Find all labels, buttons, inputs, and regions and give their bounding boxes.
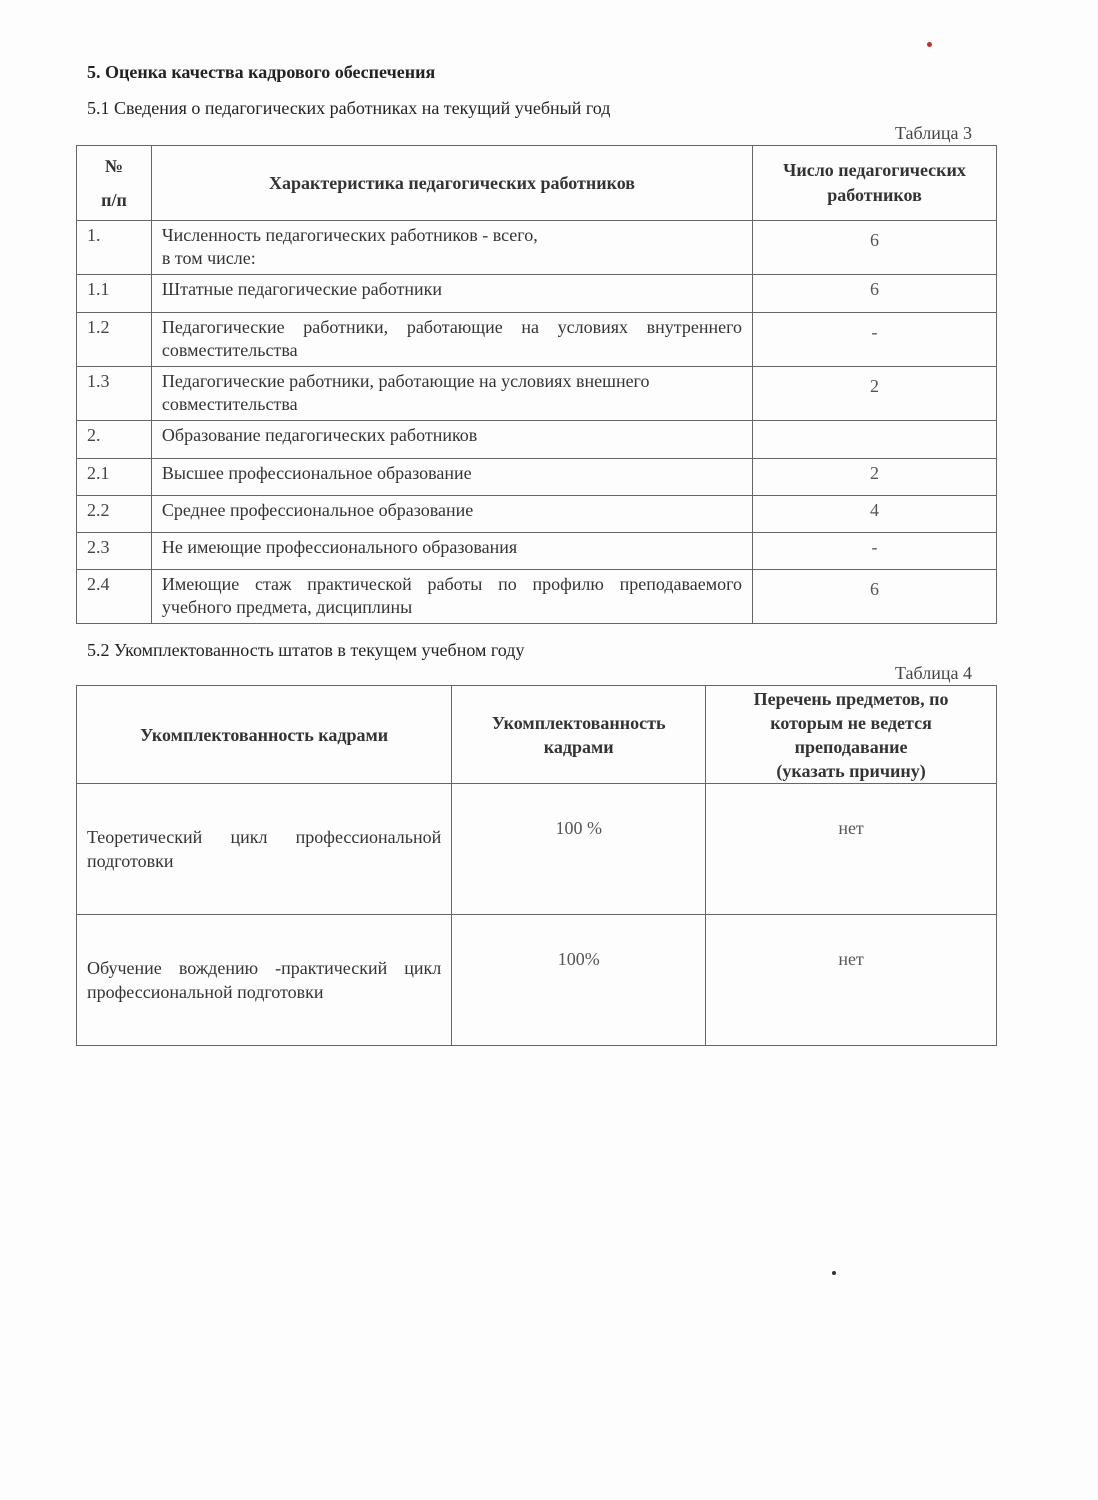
header-subjects: [706, 686, 997, 784]
header-staffing: Укомплектованность кадрами: [77, 686, 452, 784]
header-num-abbr: п/п: [101, 190, 127, 210]
table-row: [77, 459, 997, 496]
row-text: Педагогические работники, работающие на условиях внутреннего совместительства: [151, 313, 752, 367]
row-value: -: [753, 313, 997, 367]
row-text: Среднее профессиональное образование: [151, 496, 752, 533]
scan-speck: [927, 42, 932, 47]
table-header-row: [77, 146, 997, 221]
row-num: 2.: [77, 421, 152, 459]
table-row: [77, 784, 997, 915]
row-value: 2: [753, 459, 997, 496]
scan-speck: [832, 1271, 836, 1275]
row-text: Педагогические работники, работающие на условиях внешнего совместительства: [151, 367, 752, 421]
table-header-row: [77, 686, 997, 784]
row-value: 4: [753, 496, 997, 533]
header-staffing-level: [452, 686, 706, 784]
row-text: Штатные педагогические работники: [151, 275, 752, 313]
row-text: Образование педагогических работников: [151, 421, 752, 459]
row-level: 100 %: [452, 784, 706, 915]
header-subjects-note: (указать причину): [776, 760, 926, 781]
header-num-symbol: №: [104, 156, 123, 176]
header-count: [753, 146, 997, 221]
row-value: 6: [753, 570, 997, 624]
row-text: Высшее профессиональное образование: [151, 459, 752, 496]
header-staffing-level-label: Укомплектованность кадрами: [491, 712, 666, 757]
table-row: [77, 421, 997, 459]
row-name: Обучение вождению -практический цикл профессиональной подготовки: [77, 915, 452, 1046]
row-num: 2.1: [77, 459, 152, 496]
row-level: 100%: [452, 915, 706, 1046]
table4-caption: Таблица 4: [895, 663, 972, 683]
row-name: Теоретический цикл профессиональной подготовки: [77, 784, 452, 915]
table-row: [77, 496, 997, 533]
table-row: [77, 367, 997, 421]
row-text: Численность педагогических работников - всего, в том числе:: [151, 221, 752, 275]
row-value: -: [753, 533, 997, 570]
header-num: [77, 146, 152, 221]
row-value: 6: [753, 275, 997, 313]
table-row: [77, 915, 997, 1046]
table-row: [77, 221, 997, 275]
table4-subtitle: 5.2 Укомплектованность штатов в текущем учебном году: [87, 640, 525, 660]
teachers-table: [76, 145, 997, 624]
table-row: [77, 570, 997, 624]
table-row: [77, 313, 997, 367]
header-count-label: Число педагогических работников: [783, 160, 966, 205]
table3-subtitle: 5.1 Сведения о педагогических работниках на текущий учебный год: [87, 98, 611, 118]
row-num: 2.4: [77, 570, 152, 624]
row-num: 1.1: [77, 275, 152, 313]
table-row: [77, 275, 997, 313]
table-row: [77, 533, 997, 570]
row-num: 2.2: [77, 496, 152, 533]
row-num: 1.: [77, 221, 152, 275]
header-subjects-label: Перечень предметов, по которым не ведется преподавание: [753, 688, 949, 757]
row-text: Имеющие стаж практической работы по профилю преподаваемого учебного предмета, дисциплины: [151, 570, 752, 624]
row-num: 2.3: [77, 533, 152, 570]
table3-caption: Таблица 3: [895, 123, 972, 143]
row-num: 1.2: [77, 313, 152, 367]
row-subjects: нет: [706, 915, 997, 1046]
section-title: 5. Оценка качества кадрового обеспечения: [87, 62, 436, 82]
row-text: Не имеющие профессионального образования: [151, 533, 752, 570]
row-num: 1.3: [77, 367, 152, 421]
staffing-table: [76, 685, 997, 1046]
row-value: [753, 421, 997, 459]
row-value: 2: [753, 367, 997, 421]
header-characteristic: Характеристика педагогических работников: [151, 146, 752, 221]
row-value: 6: [753, 221, 997, 275]
row-subjects: нет: [706, 784, 997, 915]
